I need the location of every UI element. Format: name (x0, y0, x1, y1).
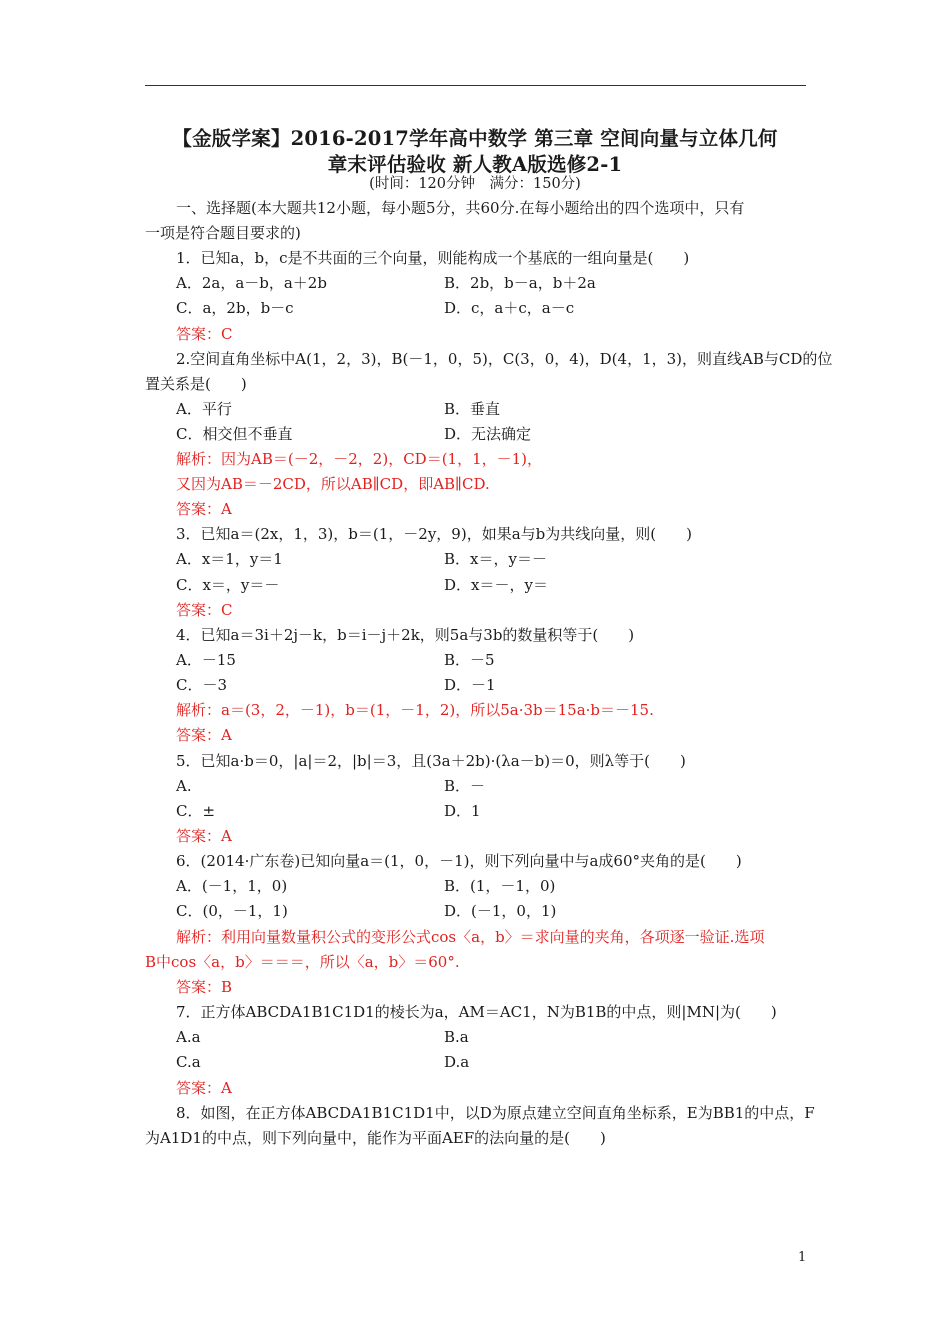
question-stem: 3．已知a＝(2x，1，3)，b＝(1，－2y，9)，如果a与b为共线向量，则( ) (176, 525, 692, 543)
analysis-cont: 又因为AB＝－2CD，所以AB∥CD，即AB∥CD. (176, 475, 490, 493)
option-b: B．x＝，y＝－ (444, 550, 547, 568)
exam-meta: (时间：120分钟 满分：150分) (369, 176, 581, 192)
option-c: C．x＝，y＝－ (176, 576, 280, 594)
analysis: 解析：利用向量数量积公式的变形公式cos〈a，b〉＝求向量的夹角，各项逐一验证.选项 (176, 928, 765, 946)
option-d: D．c，a＋c，a－c (444, 299, 575, 317)
option-b: B．垂直 (444, 400, 501, 418)
answer: 答案：C (176, 601, 233, 619)
question-stem: 6．(2014·广东卷)已知向量a＝(1，0，－1)，则下列向量中与a成60°夹角的是( ) (176, 852, 742, 870)
option-c: C．相交但不垂直 (176, 425, 293, 443)
header-rule (145, 85, 806, 86)
question-stem: 8．如图，在正方体ABCDA1B1C1D1中，以D为原点建立空间直角坐标系，E为BB1的中点，F (176, 1104, 815, 1122)
option-a: A.a (176, 1028, 201, 1046)
option-a: A．x＝1，y＝1 (176, 550, 283, 568)
answer: 答案：A (176, 1079, 232, 1097)
option-a: A．(－1，1，0) (176, 877, 288, 895)
analysis: 解析：因为AB＝(－2，－2，2)，CD＝(1，1，－1)， (176, 450, 543, 468)
option-c: C．(0，－1，1) (176, 902, 288, 920)
analysis: 解析：a＝(3，2，－1)，b＝(1，－1，2)，所以5a·3b＝15a·b＝－15. (176, 701, 654, 719)
option-d: D.a (444, 1053, 470, 1071)
answer: 答案：A (176, 726, 232, 744)
option-c: C.a (176, 1053, 201, 1071)
question-stem: 7．正方体ABCDA1B1C1D1的棱长为a，AM＝AC1，N为B1B的中点，则|MN|为( ) (176, 1003, 777, 1021)
answer: 答案：C (176, 325, 233, 343)
option-b: B．－ (444, 777, 486, 795)
option-b: B.a (444, 1028, 469, 1046)
analysis-cont: B中cos〈a，b〉＝＝＝，所以〈a，b〉＝60°. (145, 953, 460, 971)
question-stem: 2.空间直角坐标中A(1，2，3)，B(－1，0，5)，C(3，0，4)，D(4，1，3)，则直线AB与CD的位 (176, 350, 833, 368)
option-d: D．无法确定 (444, 425, 532, 443)
question-stem: 5．已知a·b＝0，|a|＝2，|b|＝3，且(3a＋2b)·(λa－b)＝0，则λ等于( ) (176, 752, 686, 770)
option-c: C．－3 (176, 676, 228, 694)
question-stem-cont: 为A1D1的中点，则下列向量中，能作为平面AEF的法向量的是( ) (145, 1129, 606, 1147)
option-c: C．± (176, 802, 216, 820)
option-d: D．(－1，0，1) (444, 902, 557, 920)
option-c: C．a，2b，b－c (176, 299, 294, 317)
option-b: B．－5 (444, 651, 495, 669)
option-a: A．2a，a－b，a＋2b (176, 274, 327, 292)
option-b: B．(1，－1，0) (444, 877, 556, 895)
question-stem-cont: 置关系是( ) (145, 375, 247, 393)
option-b: B．2b，b－a，b＋2a (444, 274, 596, 292)
option-a: A．－15 (176, 651, 236, 669)
page-number: 1 (798, 1250, 807, 1265)
section-intro: 一、选择题(本大题共12小题，每小题5分，共60分.在每小题给出的四个选项中，只有 (176, 199, 745, 217)
doc-title-line1: 【金版学案】2016-2017学年高中数学 第三章 空间向量与立体几何 (172, 127, 778, 150)
option-d: D．－1 (444, 676, 496, 694)
answer: 答案：A (176, 500, 232, 518)
question-stem: 1．已知a，b，c是不共面的三个向量，则能构成一个基底的一组向量是( ) (176, 249, 690, 267)
answer: 答案：A (176, 827, 232, 845)
option-a: A．平行 (176, 400, 232, 418)
option-a: A. (176, 777, 192, 795)
answer: 答案：B (176, 978, 233, 996)
option-d: D．x＝－，y＝ (444, 576, 548, 594)
option-d: D．1 (444, 802, 481, 820)
doc-title-line2: 章末评估验收 新人教A版选修2-1 (327, 153, 623, 176)
question-stem: 4．已知a＝3i＋2j－k，b＝i－j＋2k，则5a与3b的数量积等于( ) (176, 626, 635, 644)
section-intro-cont: 一项是符合题目要求的) (145, 224, 301, 242)
